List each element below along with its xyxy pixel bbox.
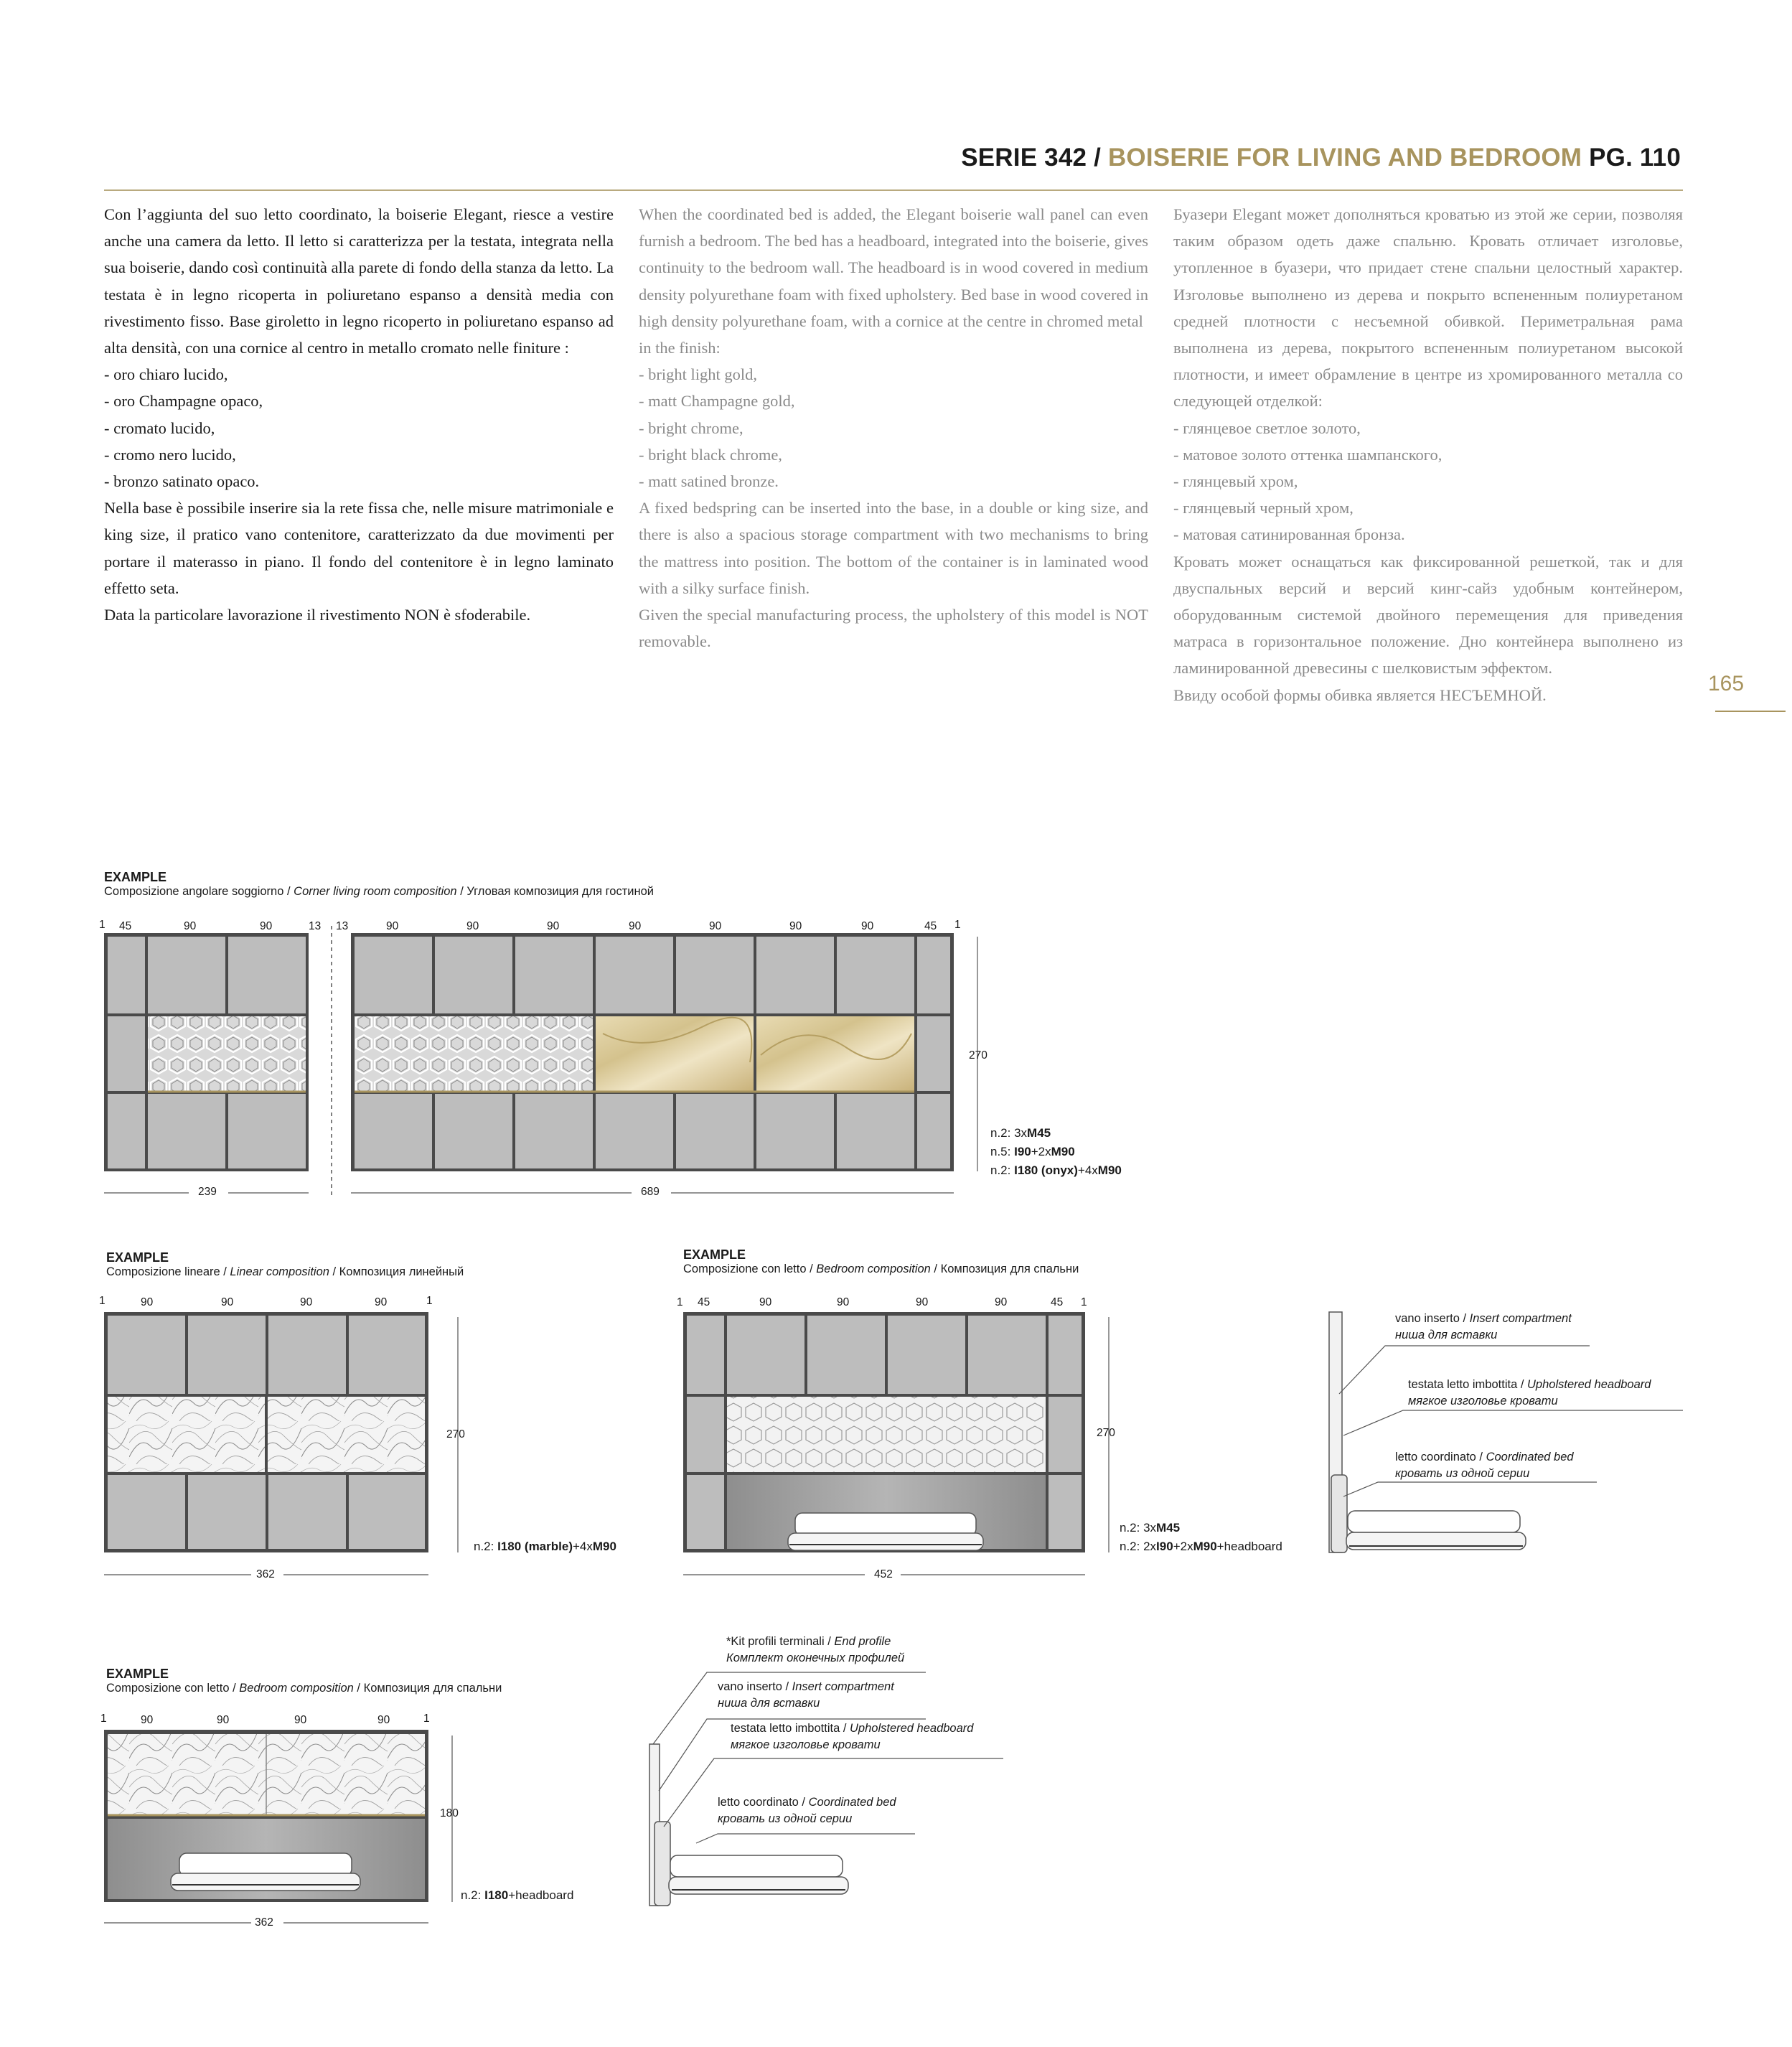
callout-upholstered-headboard: testata letto imbottita / Upholstered headboard мягкое изголовье кровати	[731, 1722, 974, 1751]
dimension-label: 13	[309, 920, 322, 932]
header-title: BOISERIE FOR LIVING AND BEDROOM	[1107, 144, 1582, 172]
example2-note: n.2: I180 (marble)+4xM90	[474, 1540, 616, 1553]
example1-caption	[104, 870, 654, 899]
dimension-label: 1	[423, 1713, 430, 1725]
example2-caption	[106, 1250, 464, 1279]
note-line: n.2: 3xM45	[990, 1126, 1051, 1140]
height-label: 270	[446, 1428, 465, 1441]
list-item: - matt Champagne gold,	[639, 392, 795, 411]
list-item: - bright chrome,	[639, 418, 743, 437]
dimension-label: 90	[861, 920, 874, 932]
example4-subtitle: Composizione con letto / Bedroom composition / Композиция для спальни	[106, 1682, 502, 1695]
example2-title: EXAMPLE	[106, 1250, 169, 1265]
paragraph: Буазери Elegant может дополняться кроватью из этой же серии, позволяя таким образом одеть даже спальню. Кровать отличает изголовье, утопленное в буазери, что придает стене спальни целостный характер. Изголовье выполнено из дерева и покрыто вспененным полиуретаном средней плотности с несъемной обивкой. Периметральная рама выполнена из дерева, покрытого вспененным полиуретаном высокой плотности, и имеет обрамление в центре из хромированного металла со следующей отделкой:	[1173, 205, 1683, 411]
dimension-label: 90	[995, 1296, 1008, 1308]
example4-caption	[106, 1667, 502, 1695]
list-item: - bright black chrome,	[639, 445, 782, 464]
example4-note: n.2: I180+headboard	[461, 1888, 574, 1902]
note-line: n.2: 3xM45	[1120, 1521, 1181, 1535]
example3-subtitle: Composizione con letto / Bedroom composition / Композиция для спальни	[683, 1263, 1079, 1275]
dimension-label: 90	[184, 920, 197, 932]
dimension-label: 1	[954, 919, 961, 931]
dimension-label: 13	[336, 920, 349, 932]
list-item: - bronzo satinato opaco.	[104, 472, 260, 491]
width-label: 452	[874, 1568, 893, 1580]
list-item: - cromato lucido,	[104, 418, 215, 437]
list-item: - глянцевый хром,	[1173, 472, 1298, 491]
height-label: 270	[969, 1049, 988, 1062]
paragraph: Data la particolare lavorazione il rivestimento NON è sfoderabile.	[104, 606, 531, 624]
example2-drawing	[104, 1312, 458, 1575]
list-item: - глянцевое светлое золото,	[1173, 418, 1361, 437]
page-number: 165	[1708, 672, 1745, 695]
dimension-label: 90	[759, 1296, 772, 1308]
paragraph: Ввиду особой формы обивка является НЕСЪЕМНОЙ.	[1173, 685, 1547, 704]
dimension-label: 45	[1051, 1296, 1064, 1308]
dimension-label: 1	[99, 1295, 105, 1307]
example1-title: EXAMPLE	[104, 870, 167, 884]
list-item: - oro chiaro lucido,	[104, 365, 228, 384]
dimension-label: 1	[426, 1295, 433, 1307]
dimension-label: 1	[100, 1713, 107, 1725]
dimension-label: 1	[99, 919, 105, 931]
list-item: - глянцевый черный хром,	[1173, 499, 1354, 517]
dimension-label: 90	[709, 920, 722, 932]
example3-title: EXAMPLE	[683, 1247, 746, 1262]
dimension-label: 90	[377, 1714, 390, 1726]
callout-end-profile: *Kit profili terminali / End profile Комплект оконечных профилей	[726, 1635, 905, 1664]
callout-insert-compartment: vano inserto / Insert compartment ниша для вставки	[718, 1680, 894, 1710]
example3-drawing	[683, 1312, 1109, 1575]
example1-notes	[990, 1124, 1122, 1180]
dimension-label: 90	[294, 1714, 307, 1726]
dimension-label: 90	[629, 920, 642, 932]
list-item: - cromo nero lucido,	[104, 445, 236, 464]
example3-section-drawing	[1329, 1312, 1683, 1552]
example1-subtitle: Composizione angolare soggiorno / Corner living room composition / Угловая композиция для гостиной	[104, 885, 654, 898]
paragraph: Nella base è possibile inserire sia la rete fissa che, nelle misure matrimoniale e king size, il pratico vano contenitore, caratterizzato da due movimenti per portare il materasso in piano. Il fondo del contenitore è in legno laminato effetto seta.	[104, 499, 614, 597]
list-item: - матовая сатинированная бронза.	[1173, 525, 1405, 544]
paragraph: Given the special manufacturing process, the upholstery of this model is NOT removable.	[639, 606, 1148, 651]
dimension-label: 90	[466, 920, 479, 932]
list-item: - матовое золото оттенка шампанского,	[1173, 445, 1442, 464]
dimension-label: 45	[698, 1296, 710, 1308]
paragraph: A fixed bedspring can be inserted into the base, in a double or king size, and there is also a spacious storage compartment with two mechanisms to bring the mattress into position. The bottom of the container is in laminated wood with a silky surface finish.	[639, 499, 1148, 597]
example2-subtitle: Composizione lineare / Linear composition / Композиция линейный	[106, 1265, 464, 1278]
paragraph: Кровать может оснащаться как фиксированной решеткой, так и для двуспальных версий и версий кинг-сайз удобным контейнером, оборудованным системой двойного перемещения для приведения матраса в горизонтальное положение. Дно контейнера выполнено из ламинированной древесины с шелковистым эффектом.	[1173, 552, 1683, 678]
list-item: - bright light gold,	[639, 365, 757, 384]
width-label: 362	[255, 1916, 273, 1929]
dimension-label: 90	[260, 920, 273, 932]
header-serie: SERIE 342 /	[961, 144, 1102, 172]
width-label: 239	[198, 1186, 217, 1198]
note-line: n.2: I180 (onyx)+4xM90	[990, 1163, 1122, 1177]
width-label: 362	[256, 1568, 275, 1580]
header-page-ref: PG. 110	[1589, 144, 1681, 172]
paragraph: When the coordinated bed is added, the Elegant boiserie wall panel can even furnish a bedroom. The bed has a headboard, integrated into the boiserie, gives continuity to the bedroom wall. The headboard is in wood covered in medium density polyurethane foam with fixed upholstery. Bed base in wood covered in high density polyurethane foam, with a cornice at the centre in chromed metal	[639, 205, 1148, 330]
height-label: 270	[1097, 1427, 1115, 1439]
dimension-label: 1	[677, 1296, 683, 1308]
dimension-label: 90	[837, 1296, 850, 1308]
dimension-label: 90	[547, 920, 560, 932]
dimension-label: 90	[217, 1714, 230, 1726]
list-item: - matt satined bronze.	[639, 472, 779, 491]
example3-caption	[683, 1247, 1079, 1276]
example3-notes	[1120, 1519, 1282, 1556]
note-line: n.5: I90+2xM90	[990, 1145, 1075, 1158]
dimension-label: 90	[141, 1714, 154, 1726]
dimension-label: 45	[924, 920, 937, 932]
dimension-label: 90	[375, 1296, 388, 1308]
example1-drawing	[104, 926, 977, 1195]
dimension-label: 1	[1081, 1296, 1087, 1308]
callout-coordinated-bed: letto coordinato / Coordinated bed кровать из одной серии	[1395, 1451, 1574, 1480]
paragraph: Con l’aggiunta del suo letto coordinato, la boiserie Elegant, riesce a vestire anche una camera da letto. Il letto si caratterizza per la testata, integrata nella sua boiserie, dando così continuità alla parete di fondo della stanza da letto. La testata è in legno ricoperta in poliuretano espanso a densità media con rivestimento fisso. Base giroletto in legno ricoperto in poliuretano espanso ad alta densità, con una cornice al centro in metallo cromato nelle finiture :	[104, 205, 614, 357]
dimension-label: 90	[221, 1296, 234, 1308]
callout-coordinated-bed: letto coordinato / Coordinated bed кровать из одной серии	[718, 1796, 896, 1825]
dimension-label: 90	[386, 920, 399, 932]
list-item: - oro Champagne opaco,	[104, 392, 263, 411]
dimension-label: 45	[119, 920, 132, 932]
callout-insert-compartment: vano inserto / Insert compartment ниша для вставки	[1395, 1312, 1572, 1341]
example4-drawing	[104, 1730, 452, 1923]
callout-upholstered-headboard: testata letto imbottita / Upholstered headboard мягкое изголовье кровати	[1408, 1378, 1651, 1407]
example4-title: EXAMPLE	[106, 1667, 169, 1681]
width-label: 689	[641, 1186, 660, 1198]
height-label: 180	[440, 1807, 459, 1819]
dimension-label: 90	[300, 1296, 313, 1308]
note-line: n.2: 2xI90+2xM90+headboard	[1120, 1540, 1282, 1553]
dimension-label: 90	[916, 1296, 929, 1308]
dimension-label: 90	[141, 1296, 154, 1308]
paragraph: in the finish:	[639, 339, 721, 357]
dimension-label: 90	[789, 920, 802, 932]
